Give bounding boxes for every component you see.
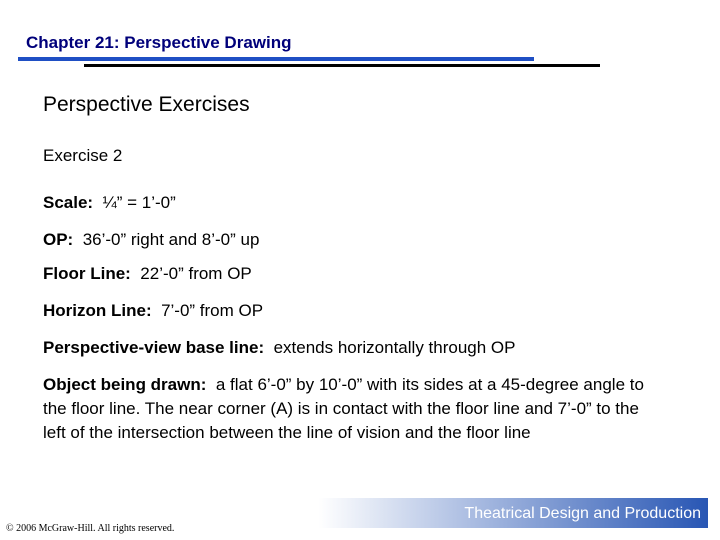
copyright: © 2006 McGraw-Hill. All rights reserved.: [6, 523, 175, 534]
op-line: [43, 230, 259, 250]
section-title: Perspective Exercises: [43, 93, 250, 116]
header-rule-blue: [18, 57, 534, 61]
base-line-label: Perspective-view base line:: [43, 338, 265, 357]
book-title: Theatrical Design and Production: [464, 505, 701, 522]
base-line-value: extends horizontally through OP: [273, 338, 516, 357]
floor-line: [43, 264, 252, 284]
scale-line: [43, 193, 176, 213]
chapter-title: Chapter 21: Perspective Drawing: [26, 33, 292, 52]
object-paragraph: [43, 373, 653, 445]
exercise-label: Exercise 2: [43, 146, 123, 165]
scale-value: ¼” = 1’-0”: [102, 193, 176, 212]
object-label: Object being drawn:: [43, 375, 207, 394]
op-value: 36’-0” right and 8’-0” up: [82, 230, 260, 249]
horizon-line-value: 7’-0” from OP: [161, 301, 264, 320]
scale-label: Scale:: [43, 193, 94, 212]
object-value: a flat 6’-0” by 10’-0” with its sides at a 45-degree angle to the floor line. The near corner (A) is in contact with the floor line and 7’-0” to the left of the intersection between the line of vision and the floor line: [43, 375, 644, 442]
header-rule-black: [84, 64, 600, 67]
floor-line-value: 22’-0” from OP: [140, 264, 252, 283]
horizon-line: [43, 301, 263, 321]
horizon-line-label: Horizon Line:: [43, 301, 152, 320]
base-line: [43, 338, 515, 358]
floor-line-label: Floor Line:: [43, 264, 131, 283]
op-label: OP:: [43, 230, 74, 249]
